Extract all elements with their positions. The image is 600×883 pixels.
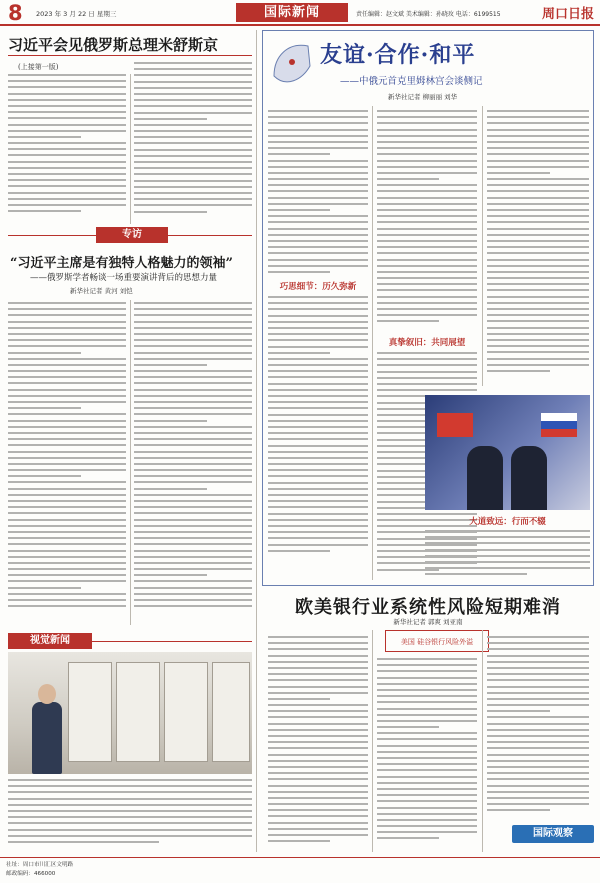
column-divider (372, 630, 373, 852)
analysis-headline: 欧美银行业系统性风险短期难消 (295, 597, 561, 618)
flag-icon (437, 413, 473, 437)
article-body-column (268, 636, 368, 846)
column-divider (256, 30, 257, 852)
column-divider (130, 300, 131, 625)
feature-byline: 新华社记者 柳丽丽 刘华 (388, 93, 458, 101)
article-body-column (377, 110, 477, 327)
page-header (0, 0, 600, 26)
column-divider (482, 106, 483, 386)
newspaper-masthead: 周口日报 (541, 7, 594, 22)
international-observation-badge: 国际观察 (512, 825, 594, 843)
flag-icon (541, 413, 577, 437)
article-headline: 习近平会见俄罗斯总理米舒斯京 (8, 36, 219, 54)
article-body-column (8, 302, 126, 611)
editor-credits: 责任编辑：赵文斌 美术编辑：孙晓玫 电话：6199515 (356, 11, 501, 18)
article-body-column (134, 62, 252, 217)
column-label: 专访 (96, 227, 168, 243)
analysis-sidebar-box: 美国 硅谷银行风险外溢 (385, 630, 489, 652)
footer-address: 社址：周口市川汇区文明路 (6, 862, 74, 868)
column-divider (482, 630, 483, 852)
issue-date: 2023 年 3 月 22 日 星期三 (36, 10, 117, 18)
article-body-column (8, 74, 126, 216)
feature-subtitle: ——中俄元首克里姆林宫会谈侧记 (340, 76, 483, 87)
column-divider (130, 74, 131, 224)
interview-subtitle: ——俄罗斯学者畅谈一场重要演讲背后的思想力量 (30, 273, 218, 283)
section-rule (92, 641, 252, 642)
feature-subhead: 巧思细节：历久弥新 (279, 282, 357, 292)
page-number: 8 (8, 1, 23, 25)
photo-caption (8, 779, 252, 847)
article-lead: (上接第一版) (18, 63, 59, 71)
article-body-column (377, 658, 477, 844)
headline-rule (8, 55, 252, 56)
feature-subhead: 大道致远：行而不辍 (469, 517, 546, 527)
article-body-column (425, 530, 590, 580)
article-body-column (268, 296, 368, 556)
section-banner: 国际新闻 (236, 3, 348, 22)
map-icon (268, 36, 314, 92)
article-body-column (487, 636, 589, 815)
article-body-column (134, 302, 252, 611)
article-body-column (487, 110, 589, 376)
feature-subhead: 真挚叙旧：共同展望 (388, 338, 466, 348)
photo-section-label: 视觉新闻 (8, 633, 92, 649)
footer-postcode: 邮政编码：466000 (6, 871, 56, 877)
column-divider (372, 106, 373, 580)
analysis-byline: 新华社记者 郭爽 刘亚南 (393, 618, 463, 626)
feature-headline: 友谊·合作·和平 (320, 42, 476, 68)
interview-byline: 新华社记者 黄河 刘恺 (70, 287, 133, 295)
summit-photo (425, 395, 590, 510)
page-footer (0, 857, 600, 883)
interview-headline: “习近平主席是有独特人格魅力的领袖” (10, 256, 233, 271)
article-body-column (268, 110, 368, 277)
news-photo (8, 652, 252, 774)
